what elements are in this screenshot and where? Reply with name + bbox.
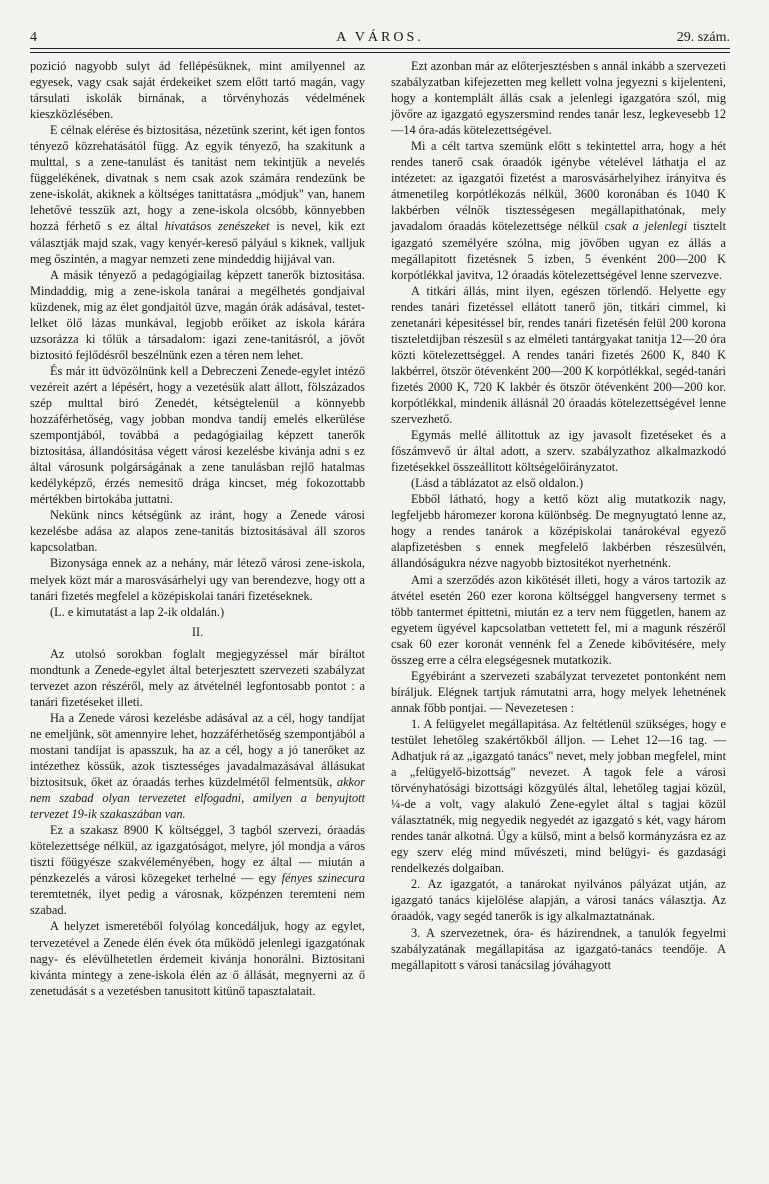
paragraph: És már itt üdvözölnünk kell a Debreczeni Zenede-egylet intéző vezéreit azért a lépésért, hogy a vezetésük alatt állott, fölszázados szép multtal biró Zenedét, kétségtelenül a könnyebb hozzáférhetőség, vagy jobban mondva tandíj emelés elkerülése szempontjából, továbbá a pedagógiailag képzett tanerők biztositása, állandósitása végett városi kezelésbe kivánja adni s ez által városunk polgárságának a zene tanulásban rejlő hatalmas kedélyképző, érzés nemesitő drága kincset, még fokozottabb mértékben birtokába juttatni. <box>30 363 365 507</box>
paragraph: Ami a szerződés azon kikötését illeti, hogy a város tartozik az átvétel esetén 260 ezer korona költséggel hangverseny termet s több tantermet épittetni, miután ez a terv nem független, hanem az egyetem ügyével kapcsolatban vettetett fel, mi a magunk részéről csak 60 ezer koronát vennénk fel a Zenede kibővitésére, mely összeg erre a célra elegségesnek mutatkozik. <box>391 572 726 667</box>
paragraph: Bizonysága ennek az a nehány, már létező városi zene-iskola, melyek közt már a marosvásárhelyi ugy van berendezve, hogy ott a tanári fizetés megfelel a középiskolai tanári fizetéseknek. <box>30 556 365 603</box>
page-header <box>30 30 730 50</box>
section-heading: II. <box>191 624 204 639</box>
paragraph: A másik tényező a pedagógiailag képzett tanerők biztositása. Mindaddig, mig a zene-iskola tanárai a megélhetés gondjaival küzdenek, mig az élet gondjaitól üzve, magán órák adásával, testet-lelket ölő lázas munkával, legjobb erőiket az iskola kárára uzsorázza ki tőlük a társadalom: igazi zene-tanitásról, a jövőt biztositó fejlődésről beszélnünk ezen a téren nem lehet. <box>30 267 365 362</box>
page-number: 4 <box>30 30 39 45</box>
paragraph: A helyzet ismeretéből folyólag koncedáljuk, hogy az egylet, tervezetével a Zenede élén évek óta működő jelenlegi igazgatónak nagy- és elévülhetetlen érdemeit kivánja honorálni. Biztositani kivánta mintegy a zene-iskola élén az ő állását, megnyerni az ő zenetudását s a vezetésben tanusitott kitünő tapasztalatait. <box>30 919 365 998</box>
paragraph: pozició nagyobb sulyt ád fellépésüknek, mint amilyennel az egyesek, vagy csak saját érdekeiket szem előtt tartó magán, vagy társulati iskolák birnának, a törvényhozás védelmének kieszközlésében. <box>30 59 365 122</box>
paragraph: Az utolsó sorokban foglalt megjegyzéssel már bíráltot mondtunk a Zenede-egylet által beterjesztett szervezeti szabályzat tervezet azon részéről, mely az átvételnél legfontosabb pontot : a tanári fizetéseket illeti. <box>30 646 365 709</box>
publication-title: A VÁROS. <box>336 30 424 45</box>
paragraph: Ezt azonban már az előterjesztésben s annál inkább a szervezeti szabályzatban kifejezetten meg kellett volna jegyezni s kijelenteni, hogy a kontemplált állás csak a jelenlegi igazgatóra szól, mig jövőre az igazgató egyszersmind rendes tanár lesz, legkevesebb 12—14 óra-adás kötelezettségével. <box>391 59 726 138</box>
paragraph: (Lásd a táblázatot az első oldalon.) <box>411 476 584 491</box>
paragraph: Ha a Zenede városi kezelésbe adásával az a cél, hogy tandíjat ne emeljünk, söt amennyire lehet, hozzáférhetőség szempontjából a mostani tandíjat is apasszuk, ha az a cél, hogy a jó tanerőket az intézethez kössük, azok tisztességes javadalmazásával állásukat biztositsuk, őket az óraadás terhes küzdelmétől felmentsük, akkor nem szabad olyan tervezetet elfogadni, amilyen a benyujtott tervezet 19-ik szakaszában van. <box>30 710 365 822</box>
paragraph: 2. Az igazgatót, a tanárokat nyilvános pályázat utján, az igazgató tanács kijelölése alapján, a városi tanács választja. Az óraadók, vagy segéd tanerők is igy alkalmaztatnának. <box>391 877 726 924</box>
paragraph: Egyébiránt a szervezeti szabályzat tervezetet pontonként nem bíráljuk. Elégnek tartjuk rámutatni arra, hogy melyek lehetnének annak főbb pontjai. — Nevezetesen : <box>391 668 726 715</box>
right-column <box>391 58 726 973</box>
paragraph: 3. A szervezetnek, óra- és házirendnek, a tanulók fegyelmi szabályzatának megállapitása az igazgató-tanács teendője. A megállapitott s városi tanácsilag jóváhagyott <box>391 925 726 972</box>
paragraph: Mi a célt tartva szemünk előtt s tekintettel arra, hogy a hét rendes tanerő csak óraadók igénybe vételével láthatja el az intézetet: az igazgatói fizetést a marosvásárhelyihez irányitva és átmenetileg korpótlékozás nélkül, 3600 koronában és 1040 K lakbérben vélnők tisztességesen megállapithatónak, mely javadalom óraadás kötelezettsége nélkül csak a jelenlegi tisztelt igazgató személyére szólna, mig jövőben ugyan ez állás a megállapitott fizetésnek 5 izben, 5 évenként 200—200 K korpótlékkal javitva, 12 óraadás kötelezettségével lenne szervezve. <box>391 139 727 282</box>
paragraph: Egymás mellé állitottuk az igy javasolt fizetéseket és a főszámvevő úr által adott, a szerv. szabályzathoz alkalmazkodó fizetésekkel összeállitott költségelőirányzatot. <box>391 428 726 475</box>
paragraph: Ebből látható, hogy a kettő közt alig mutatkozik nagy, legfeljebb háromezer korona különbség. De megnyugtató lenne az, hogy a rendes tanárok a középiskolai tanárokéval egyező alapfizetésben s ennek megfelelő lakbérben részesülvén, állandóságukra nézve nagyobb biztositékot nyerhetnénk. <box>391 492 726 571</box>
paragraph: E célnak elérése és biztositása, nézetünk szerint, két igen fontos tényező közrehatásától függ. Az egyik tényező, ha szakitunk a multtal, s a zene-tanulást és tanitást nem tekintjük a nevelés függelékének, divatnak s nem csak azok számára rendezünk be zene-iskolát, akiknek a költséges tanittatásra „módjuk" van, hanem lehetővé tesszük azt, hogy a zene-iskola olcsóbb, könnyebben hozzá férhető s ez által hivatásos zenészeket is nevel, kik ezt választják majd szak, vagy kenyér-kereső pályául s kiknek, valljuk meg őszintén, a magyar nemzeti zene mindeddig hijjával van. <box>30 123 366 266</box>
paragraph: 1. A felügyelet megállapitása. Az feltétlenül szükséges, hogy e testület lehetőleg szakértőkből álljon. — Lehet 12—16 tag. — Adhatjuk rá az „igazgató tanács" nevet, mely jobban megfelel, mint a „felügyelő-bizottság" nevezet. A tagok fele a városi törvényhatósági bizottsági közgyülés által, lehetőleg tagjai közül, ¼-de a volt, vagy alakuló Zene-egylet által s tagjai közül választatnék, mig negyedik negyedét az igazgató s két, vagy három rendes tanár alkotná. Úgy a külső, mint a belső kormányzásra ez az egy szerv elég mind művészeti, mind belügyi- és gazdasági rendelkezés dolgaiban. <box>391 716 726 876</box>
paragraph: Ez a szakasz 8900 K költséggel, 3 tagból szervezi, óraadás kötelezettsége nélkül, az igazgatóságot, melyre, jól mondja a város tiszti főügyésze szakvéleményében, hogy ez által — miután a pénzkezelés a városi közegeket terhelné — egy fényes szinecura teremtetnék, ilyet pedig a városnak, közpénzen teremteni nem szabad. <box>30 823 365 918</box>
paragraph: (L. e kimutatást a lap 2-ik oldalán.) <box>50 604 225 619</box>
header-rule <box>30 48 730 53</box>
left-column <box>30 58 365 999</box>
issue-number: 29. szám. <box>676 30 730 45</box>
paragraph: Nekünk nincs kétségünk az iránt, hogy a Zenede városi kezelésbe adása az alapos zene-tanitás biztositásával áll szoros kapcsolatban. <box>30 508 365 555</box>
paragraph: A titkári állás, mint ilyen, egészen törlendő. Helyette egy rendes tanári fizetéssel ellátott tanerő jön, titkári cimmel, ki zenetanári képesitéssel bír, rendes tanári fizetésén felül 200 korona tiszteletdijban részesül s az elméleti tantárgyakat tanitja 12—20 óra közti kötelezettséggel. A rendes tanári fizetés 2600 K, 840 K lakbérrel, ötször ötévenként 200—200 K korpótlékkal, segéd-tanári fizetés 2000 K, 720 K lakbér és ötször ötévenként 200—200 kor. korpótlékkal, mindenik állásnál 20 óraadás kötelezettségével lenne szervezhető. <box>391 283 726 427</box>
